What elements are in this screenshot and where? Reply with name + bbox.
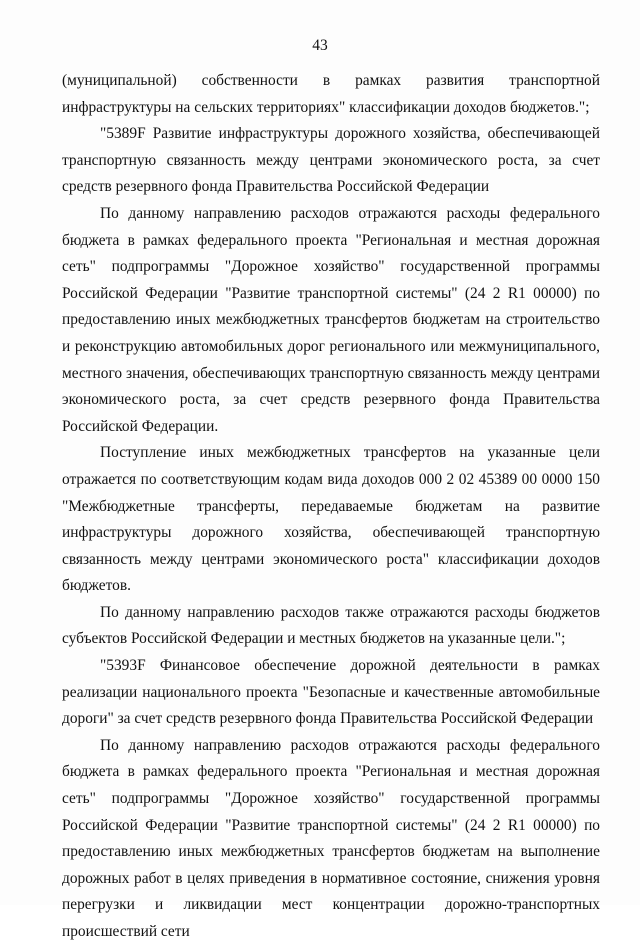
paragraph-5393f-heading: "5393F Финансовое обеспечение дорожной деятельности в рамках реализации национального проекта "Безопасные и качественные автомобильные дороги" за счет средств резервного фонда Правительства Российской Федерации [62, 657, 600, 728]
paragraph-5389f-description: По данному направлению расходов отражаются расходы федерального бюджета в рамках федерального проекта "Региональная и местная дорожная сеть" подпрограммы "Дорожное хозяйство" государственной программы Российской Федерации "Развитие транспортной системы" (24 2 R1 00000) по предоставлению иных межбюджетных трансфертов бюджетам на строительство и реконструкцию автомобильных дорог регионального или межмуниципального, местного значения, обеспечивающих транспортную связанность между центрами экономического роста, за счет средств резервного фонда Правительства Российской Федерации. [62, 204, 600, 435]
paragraph-5393f-description: По данному направлению расходов отражаются расходы федерального бюджета в рамках федерального проекта "Региональная и местная дорожная сеть" подпрограммы "Дорожное хозяйство" государственной программы Российской Федерации "Развитие транспортной системы" (24 2 R1 00000) по предоставлению иных межбюджетных трансфертов бюджетам на выполнение дорожных работ в целях приведения в нормативное состояние, снижения уровня перегрузки и ликвидации мест концентрации дорожно-транспортных происшествий сети [62, 736, 600, 940]
paragraph-5389f-regional-budgets: По данному направлению расходов также отражаются расходы бюджетов субъектов Российской Федерации и местных бюджетов на указанные цели."; [62, 603, 600, 648]
paragraph-5389f-heading: "5389F Развитие инфраструктуры дорожного хозяйства, обеспечивающей транспортную связанность между центрами экономического роста, за счет средств резервного фонда Правительства Российской Федерации [62, 125, 600, 196]
document-body [62, 68, 600, 946]
paragraph-continuation: (муниципальной) собственности в рамках развития транспортной инфраструктуры на сельских территориях" классификации доходов бюджетов."; [62, 72, 600, 116]
page-number: 43 [312, 37, 328, 54]
paragraph-5389f-income-codes: Поступление иных межбюджетных трансфертов на указанные цели отражается по соответствующим кодам вида доходов 000 2 02 45389 00 0000 150 "Межбюджетные трансферты, передаваемые бюджетам на развитие инфраструктуры дорожного хозяйства, обеспечивающей транспортную связанность между центрами экономического роста" классификации доходов бюджетов. [62, 444, 600, 595]
